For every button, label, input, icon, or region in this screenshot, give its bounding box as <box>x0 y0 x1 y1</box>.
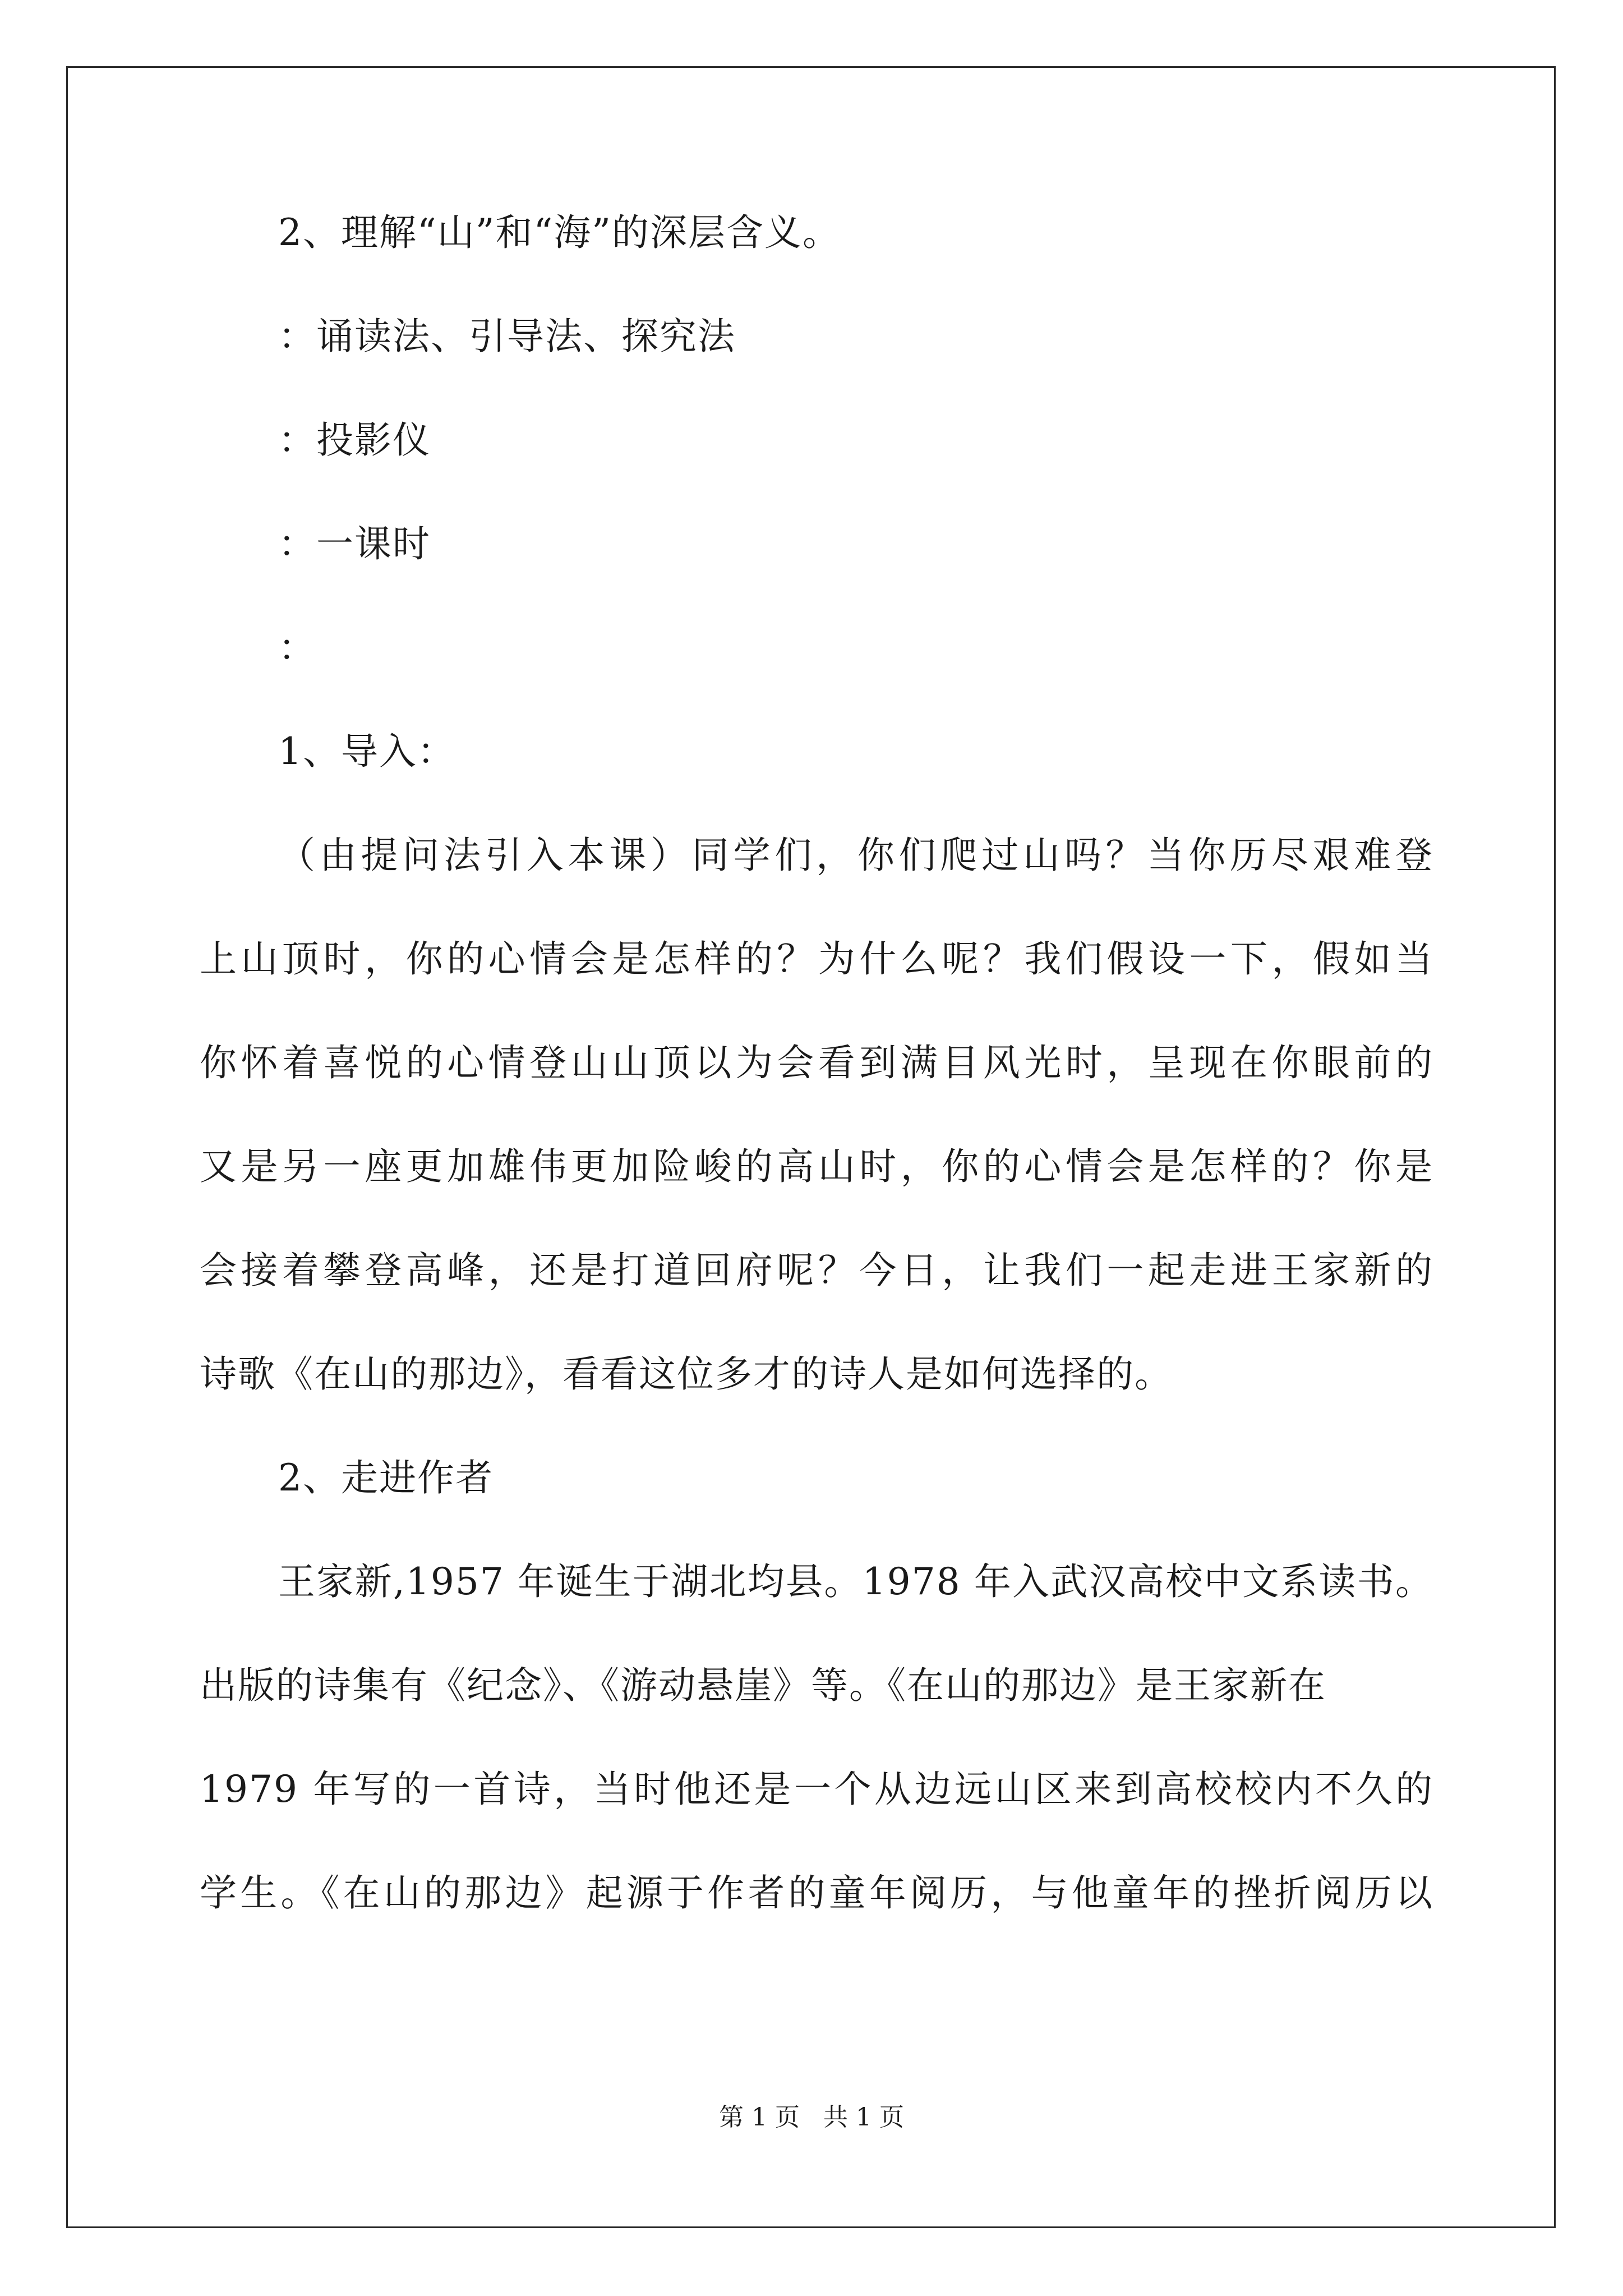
duration-line: ：一课时 <box>278 522 431 565</box>
equipment-line: ：投影仪 <box>278 418 431 462</box>
process-label-line: ： <box>278 626 316 669</box>
objective-line: 2、理解“山”和“海”的深层含义。 <box>278 211 841 254</box>
paragraph-line: 会接着攀登高峰，还是打道回府呢？今日，让我们一起走进王家新的 <box>200 1249 1433 1292</box>
paragraph-line: 出版的诗集有《纪念》、《游动悬崖》等。《在山的那边》是王家新在 <box>200 1664 1326 1707</box>
page-footer: 第 1 页 共 1 页 <box>719 2103 904 2132</box>
paragraph-line: 诗歌《在山的那边》，看看这位多才的诗人是如何选择的。 <box>200 1352 1173 1396</box>
paragraph-line: （由提问法引入本课）同学们，你们爬过山吗？当你历尽艰难登 <box>278 834 1433 877</box>
paragraph-line: 上山顶时，你的心情会是怎样的？为什么呢？我们假设一下，假如当 <box>200 937 1433 981</box>
paragraph-line: 学生。《在山的那边》起源于作者的童年阅历，与他童年的挫折阅历以 <box>200 1871 1433 1915</box>
paragraph-line: 又是另一座更加雄伟更加险峻的高山时，你的心情会是怎样的？你是 <box>200 1145 1433 1188</box>
paragraph-line: 你怀着喜悦的心情登山山顶以为会看到满目风光时，呈现在你眼前的 <box>200 1041 1433 1084</box>
method-line: ：诵读法、引导法、探究法 <box>278 315 736 358</box>
paragraph-line: 1979 年写的一首诗，当时他还是一个从边远山区来到高校校内不久的 <box>200 1768 1433 1811</box>
section-heading-author: 2、走进作者 <box>278 1456 494 1499</box>
paragraph-line: 王家新,1957 年诞生于湖北均县。1978 年入武汉高校中文系读书。 <box>278 1560 1433 1603</box>
section-heading-intro: 1、导入： <box>278 730 455 773</box>
